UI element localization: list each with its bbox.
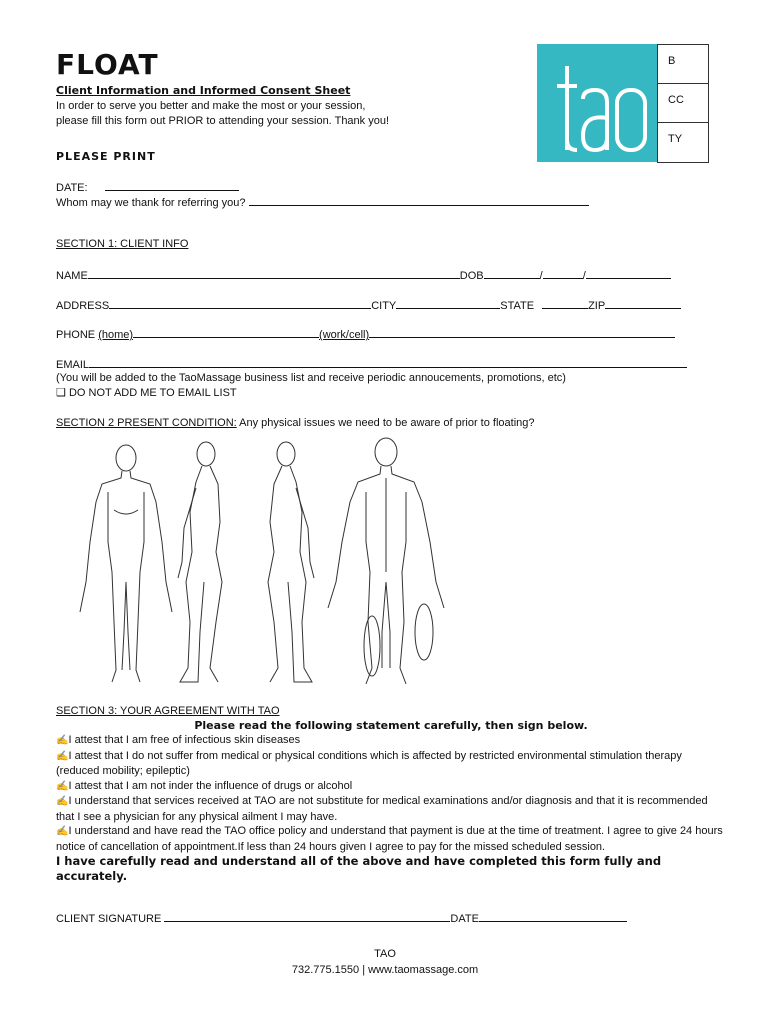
dob-sep-1: / [539,270,543,282]
client-signature-line[interactable] [164,911,450,922]
address-label: ADDRESS [56,300,110,312]
referral-label: Whom may we thank for referring you? [56,197,246,209]
dob-day-line[interactable] [543,268,583,279]
body-figure-side-left[interactable] [178,442,222,682]
attest-item [56,749,726,779]
section3-instruction: Please read the following statement carefully, then sign below. [194,718,588,732]
code-ty: TY [668,133,683,145]
footer-name: TAO [374,948,396,960]
intro-text [56,99,476,129]
attest-text: I attest that I am not inder the influence of drugs or alcohol [68,779,353,792]
city-label: CITY [371,300,397,312]
section2-heading: SECTION 2 PRESENT CONDITION: [56,417,237,429]
date-line[interactable] [105,180,239,191]
email-row [56,357,687,371]
closing-statement: I have carefully read and understand all of the above and have completed this form fully and accurately. [56,854,662,883]
tao-logo-mark [537,44,658,162]
body-figure-side-right[interactable] [268,442,314,682]
writing-hand-icon: ✍ [56,735,69,746]
body-diagram[interactable] [56,432,456,694]
referral-line[interactable] [249,195,589,206]
email-label: EMAIL [56,359,90,371]
email-line[interactable] [89,357,687,368]
signature-date-line[interactable] [479,911,627,922]
attest-text: I attest that I do not suffer from medical or physical conditions which is affected by restricted environmental stimulation therapy (reduced mobility; epileptic) [56,749,682,777]
date-label: DATE: [56,182,88,194]
name-label: NAME [56,270,88,282]
phone-home-line[interactable] [133,327,319,338]
footer-contact: 732.775.1550 | www.taomassage.com [291,964,479,976]
intro-line-2: please fill this form out PRIOR to attending your session. Thank you! [56,115,390,127]
section1-heading: SECTION 1: CLIENT INFO [56,238,189,250]
address-line[interactable] [109,298,371,309]
please-print-label: PLEASE PRINT [56,150,156,163]
section3 [56,704,726,883]
body-figure-back[interactable] [328,438,444,684]
optout-label: DO NOT ADD ME TO EMAIL LIST [68,387,237,399]
phone-home-label: (home) [98,329,134,341]
writing-hand-icon: ✍ [56,780,69,792]
optout-checkbox[interactable]: ❑ [56,387,66,399]
attest-item [56,779,726,795]
phone-work-label: (work/cell) [319,329,370,341]
section3-heading: SECTION 3: YOUR AGREEMENT WITH TAO [56,705,280,717]
dob-year-line[interactable] [586,268,671,279]
office-codes-box [657,44,709,163]
dob-label: DOB [459,270,484,282]
code-b: B [658,45,708,84]
signature-row [56,911,627,925]
attest-text: I attest that I am free of infectious skin diseases [68,734,301,746]
code-cc: CC [658,84,708,123]
section2-question: Any physical issues we need to be aware of prior to floating? [236,417,535,429]
client-signature-label: CLIENT SIGNATURE [56,913,162,925]
phone-label: PHONE [56,329,96,341]
writing-hand-icon: ✍ [56,750,69,762]
section2-row [56,417,535,429]
dob-month-line[interactable] [484,268,540,279]
phone-work-line[interactable] [369,327,675,338]
phone-row [56,327,675,341]
attest-item [56,824,726,854]
date-field-row [56,180,239,194]
writing-hand-icon: ✍ [56,826,69,837]
city-line[interactable] [396,298,500,309]
zip-line[interactable] [605,298,681,309]
email-note: (You will be added to the TaoMassage business list and receive periodic annoucements, promotions, etc) [56,372,566,384]
tao-logo [537,44,658,162]
form-subtitle: Client Information and Informed Consent Sheet [56,84,351,97]
form-title: FLOAT [56,48,159,81]
body-figure-front[interactable] [80,445,172,682]
address-row [56,298,681,312]
email-optout-row[interactable] [56,386,237,399]
dob-sep-2: / [582,270,586,282]
attest-text: I understand and have read the TAO office policy and understand that payment is due at the time of treatment. I agree to give 24 hours notice of cancellation of appointment.If less than 24 hours given I agree to pay for the missed scheduled session. [56,825,723,853]
signature-date-label: DATE [450,913,479,925]
zip-label: ZIP [588,300,606,312]
name-line[interactable] [88,268,460,279]
name-row [56,268,671,282]
intro-line-1: In order to serve you better and make the most or your session, [56,100,366,112]
attest-item [56,733,726,749]
state-label: STATE [500,300,535,312]
writing-hand-icon: ✍ [56,796,69,807]
attest-item [56,794,726,824]
state-line[interactable] [542,298,588,309]
attest-text: I understand that services received at TAO are not substitute for medical examinations and/or diagnosis and that it is recommended that I see a physician for any physical ailment I may have. [56,795,708,823]
referral-field-row [56,195,589,209]
